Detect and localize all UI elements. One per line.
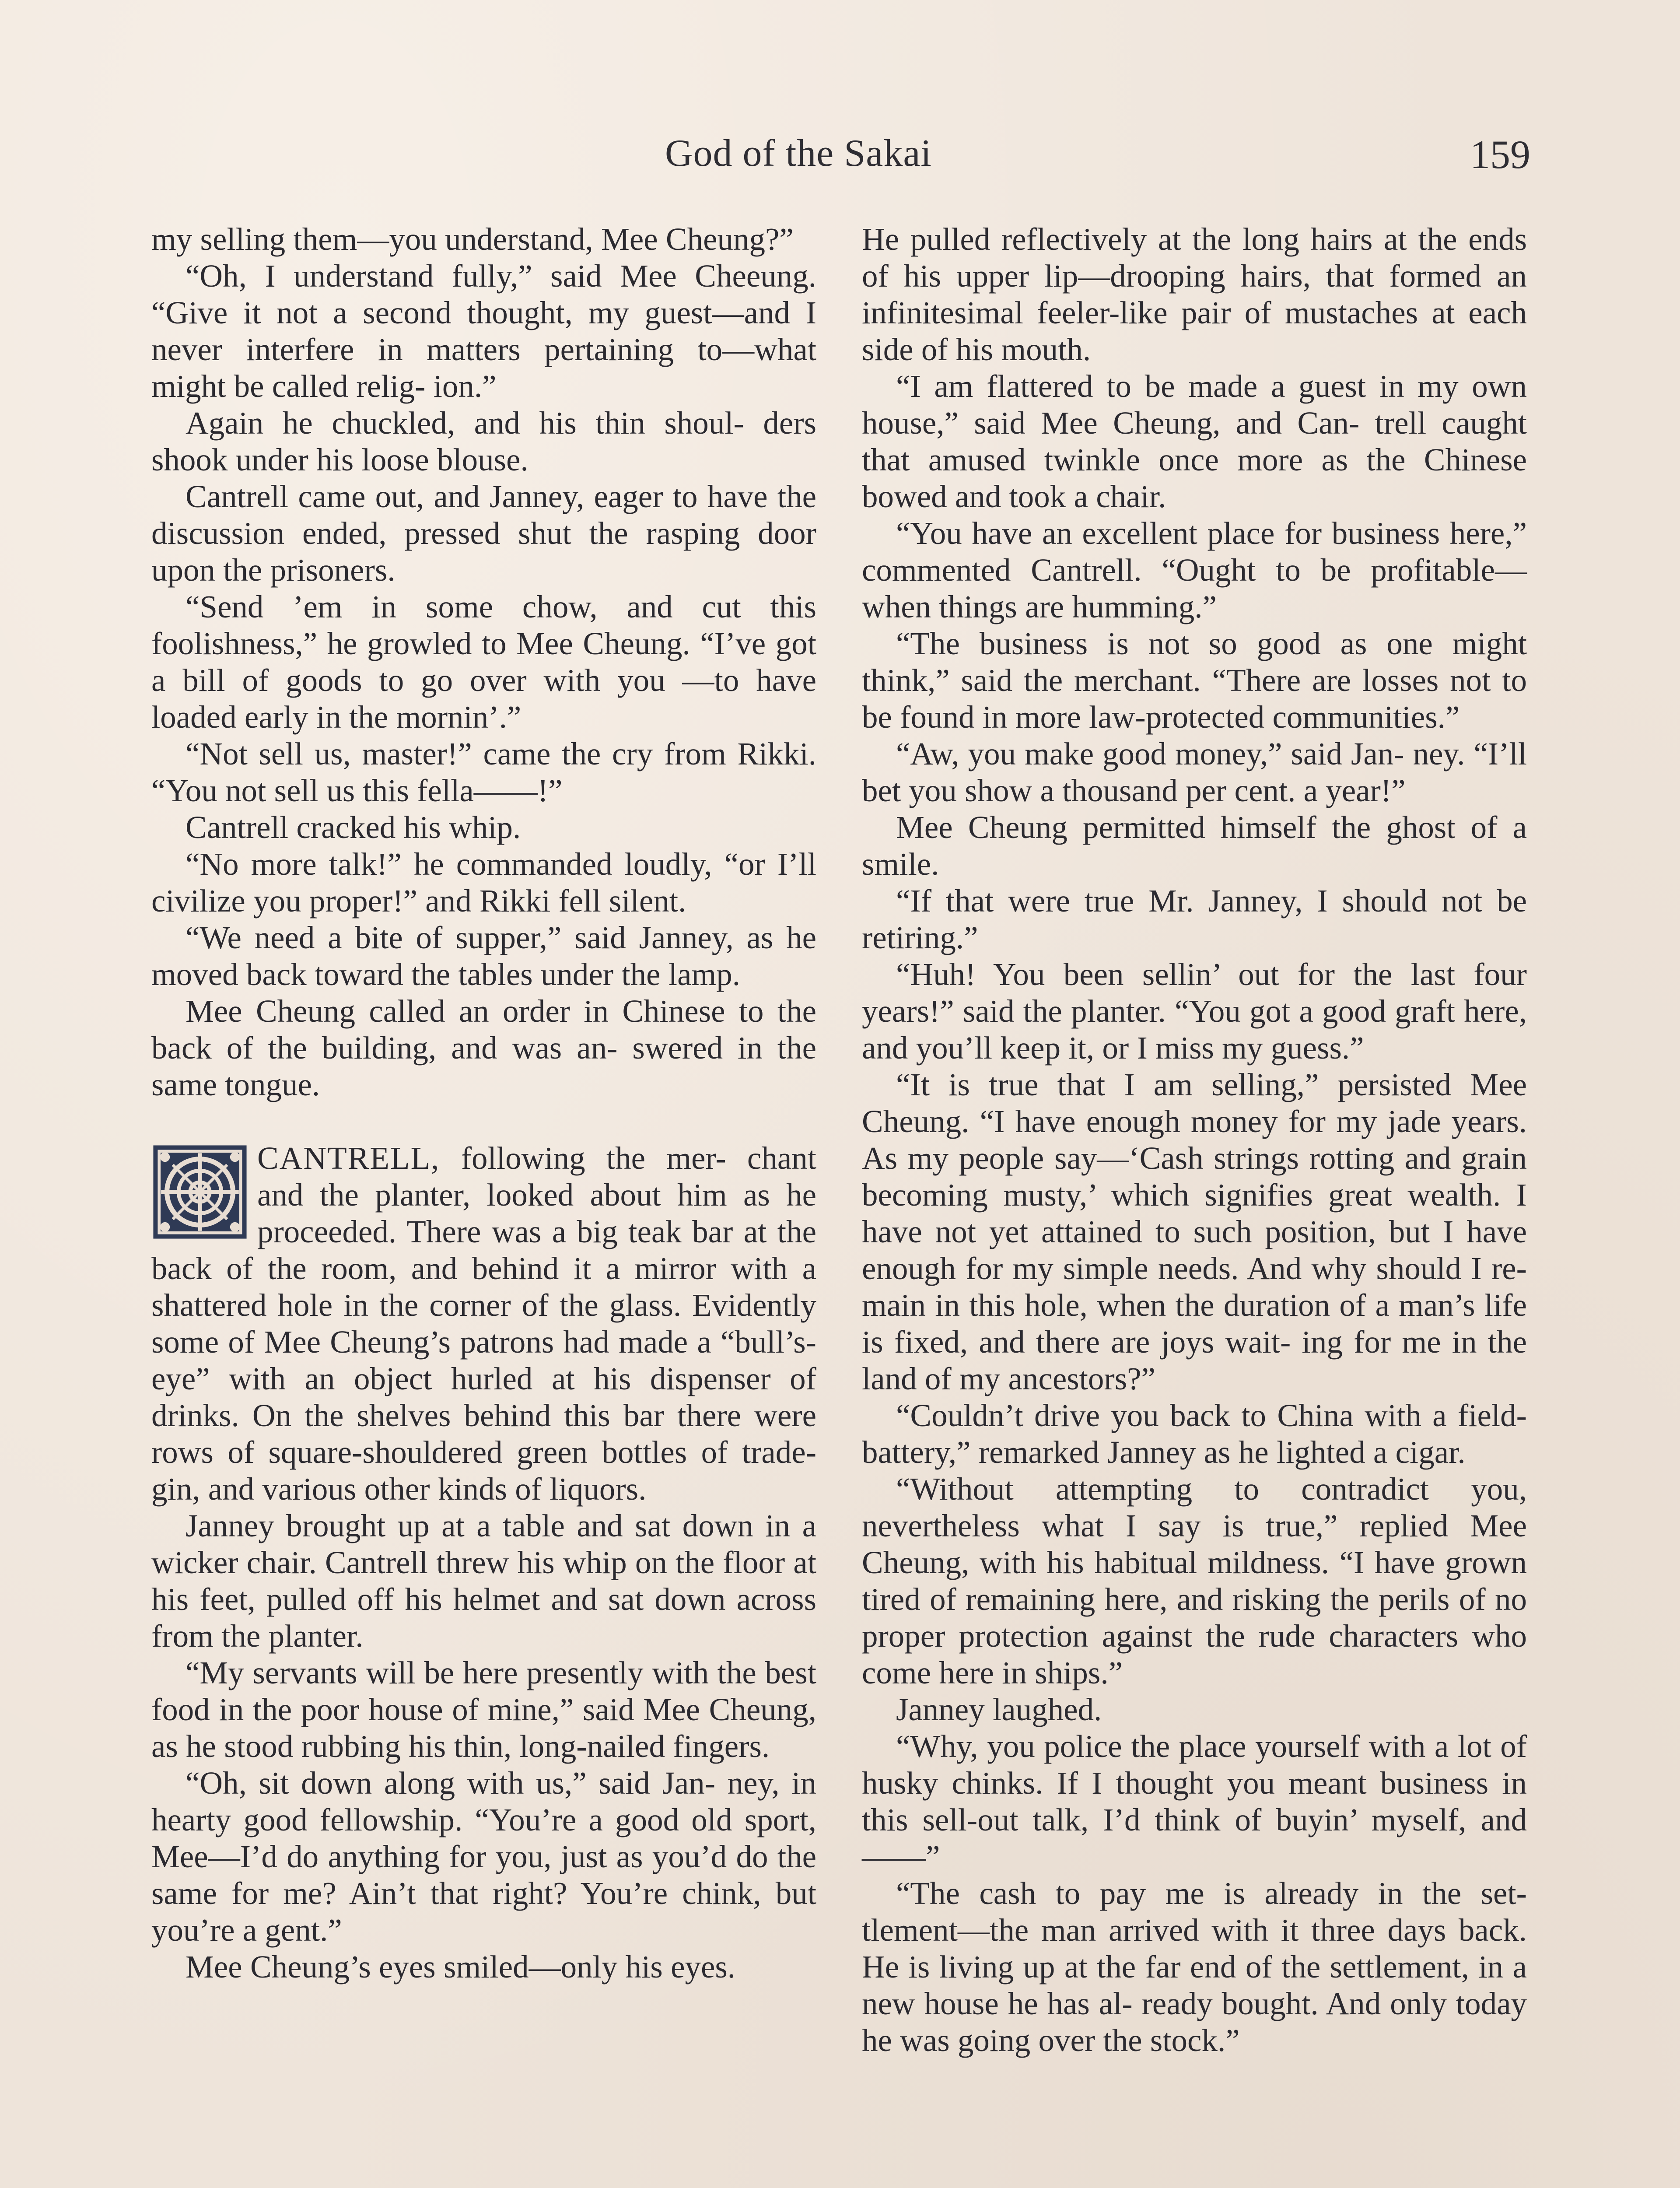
paragraph: my selling them—you understand, Mee Cheung?” xyxy=(151,221,794,257)
celtic-knot-ornament-icon xyxy=(151,1143,248,1241)
paragraph: “Without attempting to contradict you, nevertheless what I say is true,” replied Mee Cheung, with his habitual mildness. “I have grown tired of remaining here, and risking the perils of no proper protection against the rude characters who come here in ships.” xyxy=(862,1471,1527,1690)
paragraph: “Send ’em in some chow, and cut this foolishness,” he growled to Mee Cheung. “I’ve got a bill of goods to go over with you —to have loaded early in the mornin’.” xyxy=(151,589,816,735)
paragraph: Mee Cheung permitted himself the ghost of a smile. xyxy=(862,810,1527,882)
paragraph: Mee Cheung called an order in Chinese to the back of the building, and was an- swered in the same tongue. xyxy=(151,993,816,1102)
paragraph: “Aw, you make good money,” said Jan- ney. “I’ll bet you show a thousand per cent. a year!” xyxy=(862,736,1527,808)
paragraph: “No more talk!” he commanded loudly, “or I’ll civilize you proper!” and Rikki fell silent. xyxy=(151,846,816,919)
paragraph: “It is true that I am selling,” persisted Mee Cheung. “I have enough money for my jade years. As my people say—‘Cash strings rotting and grain becoming musty,’ which signifies great wealth. I have not yet attained to such position, but I have enough for my simple needs. And why should I re- main in this hole, when the duration of a man’s life is fixed, and there are joys wait- ing for me in the land of my ancestors?” xyxy=(862,1067,1527,1396)
dropcap-paragraph xyxy=(151,1140,816,1508)
paragraph: “I am flattered to be made a guest in my own house,” said Mee Cheung, and Can- trell caught that amused twinkle once more as the Chinese bowed and took a chair. xyxy=(862,368,1527,514)
paragraph: “Couldn’t drive you back to China with a field-battery,” remarked Janney as he lighted a cigar. xyxy=(862,1398,1527,1470)
left-column xyxy=(151,221,816,1985)
paragraph: “The cash to pay me is already in the set- tlement—the man arrived with it three days back. He is living up at the far end of the settlement, in a new house he has al- ready bought. And only today he was going over the stock.” xyxy=(862,1876,1527,2058)
paragraph: “Why, you police the place yourself with a lot of husky chinks. If I thought you meant business in this sell-out talk, I’d think of buyin’ myself, and——” xyxy=(862,1729,1527,1874)
paragraph: Mee Cheung’s eyes smiled—only his eyes. xyxy=(186,1949,736,1985)
paragraph: “Huh! You been sellin’ out for the last four years!” said the planter. “You got a good graft here, and you’ll keep it, or I miss my guess.” xyxy=(862,957,1527,1066)
paragraph: “Oh, I understand fully,” said Mee Cheeung. “Give it not a second thought, my guest—and I never interfere in matters pertaining to—what might be called relig- ion.” xyxy=(151,258,816,404)
paragraph: “Oh, sit down along with us,” said Jan- ney, in hearty good fellowship. “You’re a good old sport, Mee—I’d do anything for you, just as you’d do the same for me? Ain’t that right? You’re chink, but you’re a gent.” xyxy=(151,1765,816,1948)
paragraph: “My servants will be here presently with the best food in the poor house of mine,” said Mee Cheung, as he stood rubbing his thin, long-nailed fingers. xyxy=(151,1655,816,1764)
paragraph: “Not sell us, master!” came the cry from Rikki. “You not sell us this fella——!” xyxy=(151,736,816,808)
running-title: God of the Sakai xyxy=(665,132,932,175)
paragraph: “The business is not so good as one might think,” said the merchant. “There are losses not to be found in more law-protected communities.” xyxy=(862,626,1527,735)
page-number: 159 xyxy=(1470,132,1530,177)
paragraph: Janney brought up at a table and sat down in a wicker chair. Cantrell threw his whip on the floor at his feet, pulled off his helmet and sat down across from the planter. xyxy=(151,1508,816,1654)
paragraph: “We need a bite of supper,” said Janney, as he moved back toward the tables under the lamp. xyxy=(151,920,816,992)
paragraph: He pulled reflectively at the long hairs at the ends of his upper lip—drooping hairs, that formed an infinitesimal feeler-like pair of mustaches at each side of his mouth. xyxy=(862,221,1527,367)
paragraph: “You have an excellent place for business here,” commented Cantrell. “Ought to be profitable—when things are humming.” xyxy=(862,515,1527,624)
dropcap-paragraph-text: following the mer- chant and the planter, looked about him as he proceeded. There was a big teak bar at the back of the room, and behind it a mirror with a shattered hole in the corner of the glass. Evidently some of Mee Cheung’s patrons had made a “bull’s- eye” with an object hurled at his dispenser of drinks. On the shelves behind this bar there were rows of square-shouldered green bottles of trade-gin, and various other kinds of liquors. xyxy=(151,1140,816,1507)
paragraph: “If that were true Mr. Janney, I should not be retiring.” xyxy=(862,883,1527,955)
right-column xyxy=(862,221,1527,2059)
paragraph: Cantrell cracked his whip. xyxy=(186,810,521,845)
paragraph: Janney laughed. xyxy=(896,1692,1102,1727)
paragraph: Again he chuckled, and his thin shoul- ders shook under his loose blouse. xyxy=(151,405,816,477)
paragraph: Cantrell came out, and Janney, eager to have the discussion ended, pressed shut the rasping door upon the prisoners. xyxy=(151,479,816,588)
dropcap-lead-word: CANTRELL, xyxy=(257,1140,440,1176)
